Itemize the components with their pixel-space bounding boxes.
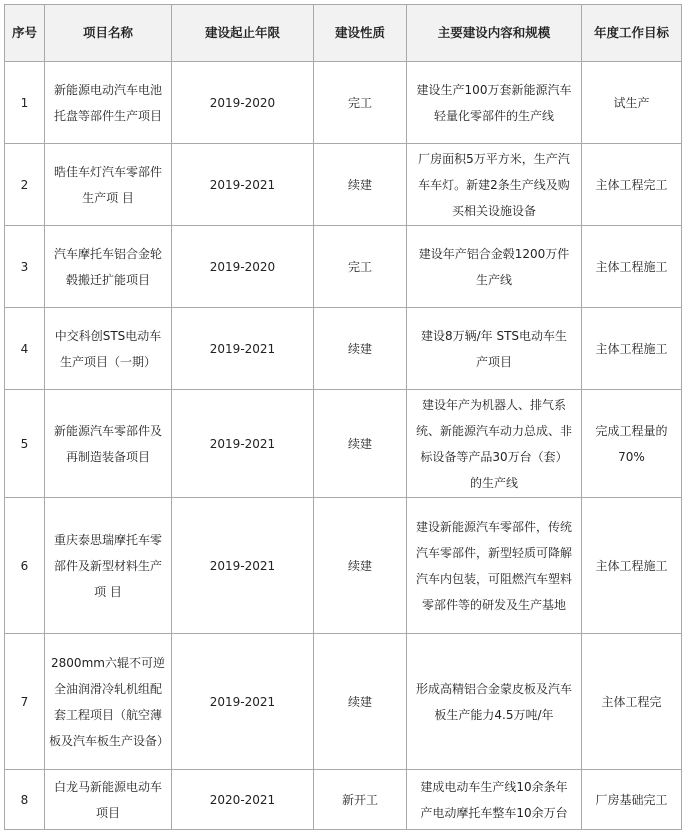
cell-no: 6 [5,498,45,634]
cell-goal: 主体工程完 [582,634,682,770]
table-row [5,226,682,308]
cell-period: 2020-2021 [172,770,314,830]
cell-content: 建设新能源汽车零部件，传统汽车零部件，新型轻质可降解汽车内包装，可阻燃汽车塑料零部件等的研发及生产基地 [407,498,582,634]
cell-no: 7 [5,634,45,770]
cell-goal: 主体工程施工 [582,226,682,308]
header-goal: 年度工作目标 [582,5,682,62]
cell-content: 建设生产100万套新能源汽车轻量化零部件的生产线 [407,62,582,144]
cell-nature: 续建 [314,144,407,226]
cell-project-name: 2800mm六辊不可逆全油润滑冷轧机组配套工程项目（航空薄板及汽车板生产设备） [45,634,172,770]
cell-goal: 完成工程量的70% [582,390,682,498]
cell-nature: 续建 [314,390,407,498]
cell-period: 2019-2021 [172,390,314,498]
cell-content: 建成电动车生产线10余条年产电动摩托车整车10余万台 [407,770,582,830]
cell-nature: 新开工 [314,770,407,830]
cell-project-name: 新能源汽车零部件及再制造装备项目 [45,390,172,498]
header-period: 建设起止年限 [172,5,314,62]
cell-goal: 主体工程施工 [582,498,682,634]
cell-project-name: 重庆泰思瑞摩托车零部件及新型材料生产项 目 [45,498,172,634]
table-row [5,308,682,390]
table-row [5,144,682,226]
cell-period: 2019-2020 [172,62,314,144]
cell-period: 2019-2021 [172,498,314,634]
cell-period: 2019-2021 [172,144,314,226]
cell-nature: 完工 [314,62,407,144]
cell-project-name: 白龙马新能源电动车项目 [45,770,172,830]
cell-period: 2019-2020 [172,226,314,308]
header-content: 主要建设内容和规模 [407,5,582,62]
table-row [5,62,682,144]
header-nature: 建设性质 [314,5,407,62]
cell-project-name: 汽车摩托车铝合金轮毂搬迁扩能项目 [45,226,172,308]
cell-content: 建设8万辆/年 STS电动车生产项目 [407,308,582,390]
cell-nature: 续建 [314,498,407,634]
cell-no: 1 [5,62,45,144]
cell-goal: 试生产 [582,62,682,144]
cell-nature: 续建 [314,634,407,770]
cell-no: 2 [5,144,45,226]
cell-project-name: 新能源电动汽车电池托盘等部件生产项目 [45,62,172,144]
cell-content: 建设年产为机器人、排气系统、新能源汽车动力总成、非标设备等产品30万台（套）的生产线 [407,390,582,498]
cell-content: 建设年产铝合金毂1200万件生产线 [407,226,582,308]
cell-goal: 主体工程施工 [582,308,682,390]
cell-project-name: 晧佳车灯汽车零部件生产项 目 [45,144,172,226]
cell-no: 5 [5,390,45,498]
cell-nature: 续建 [314,308,407,390]
cell-goal: 主体工程完工 [582,144,682,226]
cell-no: 3 [5,226,45,308]
cell-nature: 完工 [314,226,407,308]
table-row [5,498,682,634]
table-row [5,634,682,770]
cell-period: 2019-2021 [172,634,314,770]
cell-content: 厂房面积5万平方米，生产汽车车灯。新建2条生产线及购买相关设施设备 [407,144,582,226]
cell-period: 2019-2021 [172,308,314,390]
cell-no: 8 [5,770,45,830]
cell-project-name: 中交科创STS电动车生产项目（一期） [45,308,172,390]
table-row [5,390,682,498]
cell-no: 4 [5,308,45,390]
header-name: 项目名称 [45,5,172,62]
table-header-row [5,5,682,62]
project-table [4,4,682,830]
header-no: 序号 [5,5,45,62]
cell-goal: 厂房基础完工 [582,770,682,830]
cell-content: 形成高精铝合金蒙皮板及汽车板生产能力4.5万吨/年 [407,634,582,770]
table-row [5,770,682,830]
